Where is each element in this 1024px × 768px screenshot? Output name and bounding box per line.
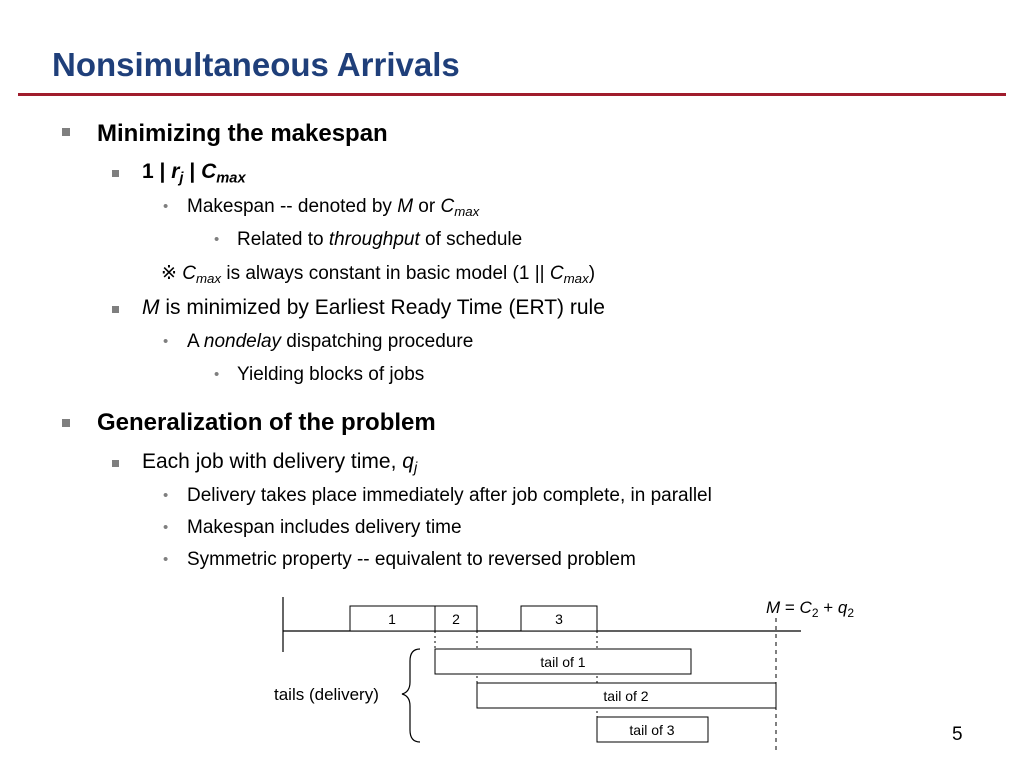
symmetric-property: Symmetric property -- equivalent to reversed problem [187, 549, 636, 570]
blocks-of-jobs: Yielding blocks of jobs [237, 364, 425, 385]
bullet-dot-icon: • [163, 551, 169, 568]
makespan-includes-delivery: Makespan includes delivery time [187, 517, 462, 538]
slide-title: Nonsimultaneous Arrivals [52, 46, 460, 83]
tail-2-label: tail of 2 [603, 688, 649, 704]
delivery-parallel-note: Delivery takes place immediately after job complete, in parallel [187, 485, 712, 506]
delivery-time-item: Each job with delivery time, $q_j$ [142, 450, 418, 477]
bullet-dot-icon: • [163, 519, 169, 536]
bullet-dot-icon: • [163, 198, 169, 215]
page-number: 5 [952, 724, 963, 745]
makespan-definition: Makespan -- denoted by M or $C_{max}$ [187, 196, 480, 219]
tail-1-label: tail of 1 [540, 654, 586, 670]
job-3-label: 3 [555, 611, 563, 627]
tails-brace [402, 649, 420, 742]
section1-heading: Minimizing the makespan [97, 120, 388, 147]
cmax-constant-note: ※ $C_{max}$ is always constant in basic model (1 || $C_{max}$) [161, 263, 596, 286]
nondelay-procedure: A nondelay dispatching procedure [187, 331, 474, 352]
job-2-label: 2 [452, 611, 460, 627]
bullet-dot-icon: • [163, 333, 169, 350]
job-1-label: 1 [388, 611, 396, 627]
section2-heading: Generalization of the problem [97, 409, 436, 436]
tail-3-label: tail of 3 [629, 722, 675, 738]
throughput-note: Related to throughput of schedule [237, 229, 523, 250]
bullet-dot-icon: • [214, 231, 220, 248]
reference-mark-icon: ※ [161, 263, 177, 284]
bullet-dot-icon: • [163, 487, 169, 504]
notation-1-rj-cmax: 1 | $r_j$ | $C_{max}$ [142, 160, 246, 187]
ert-rule: M is minimized by Earliest Ready Time (ERT) rule [142, 296, 605, 319]
tails-delivery-label: tails (delivery) [274, 685, 379, 704]
makespan-formula: $M = C_2 + q_2$ [766, 598, 855, 620]
bullet-dot-icon: • [214, 366, 220, 383]
